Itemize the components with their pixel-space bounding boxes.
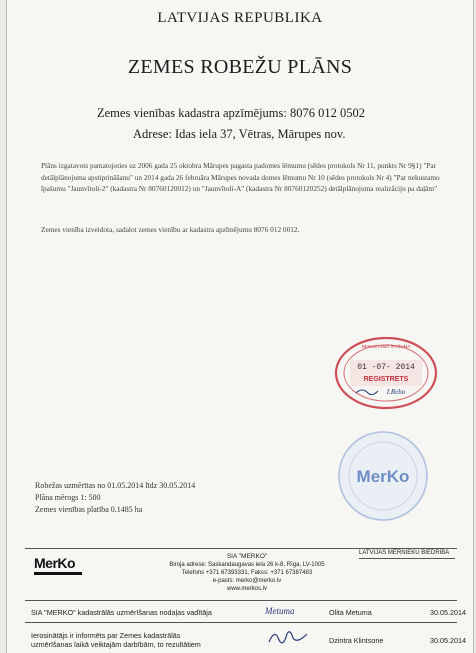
country-heading: LATVIJAS REPUBLIKA <box>157 10 323 26</box>
company-address: Biroja adrese: Saskandaugavas iela 26 k-8, Rīga, LV-1005 <box>169 562 325 568</box>
initiator-statement-line2: uzmērīšanas laikā veiktajām darbībām, to rezultātiem <box>31 640 201 649</box>
basis-paragraph: Plāns izgatavots pamatojoties uz 2006 gada 25 oktobra Mārupes pagasta padomes lēmumu (sēdes protokols Nr 11, punkts Nr 9§1) "Par detālplānojuma apstiprināšanu" un 2014 gada 26 februāra Mārupes novada domes lēmumu Nr 10 (sēdes protokols Nr 4) "Par nekustamo īpašumu "Jaunvītoli-2" (kadastra Nr 80760120012) un "Jaunvītoli-A" (kadastra Nr 80760120252) detālplānojuma realizāciju pa daļām" <box>41 161 440 193</box>
signature-metuma <box>261 602 317 618</box>
signature-klintsone-icon <box>265 626 311 648</box>
merko-logo: MerKo <box>34 555 76 571</box>
parcel-address: Adrese: Idas iela 37, Vētras, Mārupes nov. <box>133 127 346 141</box>
initiator-statement-line1: Ierosinātājs ir informēts par Zemes kadastrālās <box>31 631 181 640</box>
initiator-name: Dzintra Klintsone <box>329 636 384 645</box>
seal-text: MerKo <box>356 467 410 486</box>
stamp-label: REGISTRETS <box>363 376 409 383</box>
company-email: e-pasts: merko@merko.lv <box>212 578 282 584</box>
survey-dates: Robežas uzmērītas no 01.05.2014 līdz 30.05.2014 <box>35 481 196 490</box>
document-page <box>6 0 474 653</box>
stamp-signature: I.Rebo <box>386 388 406 396</box>
head-of-department-date: 30.05.2014 <box>430 608 466 617</box>
footer-divider-mid <box>25 600 457 601</box>
company-seal <box>337 430 429 522</box>
initiator-date: 30.05.2014 <box>430 636 466 645</box>
association-line <box>359 558 455 581</box>
company-name: SIA "MERKO" <box>226 553 268 560</box>
stamp-date: 01 -07- 2014 <box>357 363 415 372</box>
company-phone: Telefons +371 67393331, Fakss: +371 67387483 <box>181 570 313 576</box>
stamp-signature-scribble-icon <box>356 390 378 395</box>
footer-divider-bottom <box>25 622 457 623</box>
footer-divider-top <box>25 548 457 549</box>
document-title: ZEMES ROBEŽU PLĀNS <box>127 56 353 78</box>
signature-text: Metuma <box>265 606 295 616</box>
logo-underline <box>34 572 82 575</box>
initiator-statement <box>31 631 201 649</box>
surveyors-association: LATVIJAS MĒRNIEKU BIEDRĪBA <box>359 550 450 556</box>
plan-scale: Plāna mērogs 1: 500 <box>35 493 101 502</box>
stamp-top-text: NEKUSTAMĀ ĪPAŠUMA <box>361 344 411 349</box>
head-of-department-label: SIA "MERKO" kadastrālās uzmērīšanas nodaļas vadītāja <box>31 608 212 617</box>
head-of-department-name: Olita Metuma <box>329 608 372 617</box>
cadastral-designation: Zemes vienības kadastra apzīmējums: 8076 012 0502 <box>97 106 365 120</box>
origin-paragraph: Zemes vienība izveidota, sadalot zemes vienību ar kadastra apzīmējumu 8076 012 0012. <box>41 225 300 234</box>
company-website: www.merkos.lv <box>226 586 267 592</box>
registration-stamp <box>334 336 438 410</box>
parcel-area: Zemes vienības platība 0.1485 ha <box>35 505 143 514</box>
